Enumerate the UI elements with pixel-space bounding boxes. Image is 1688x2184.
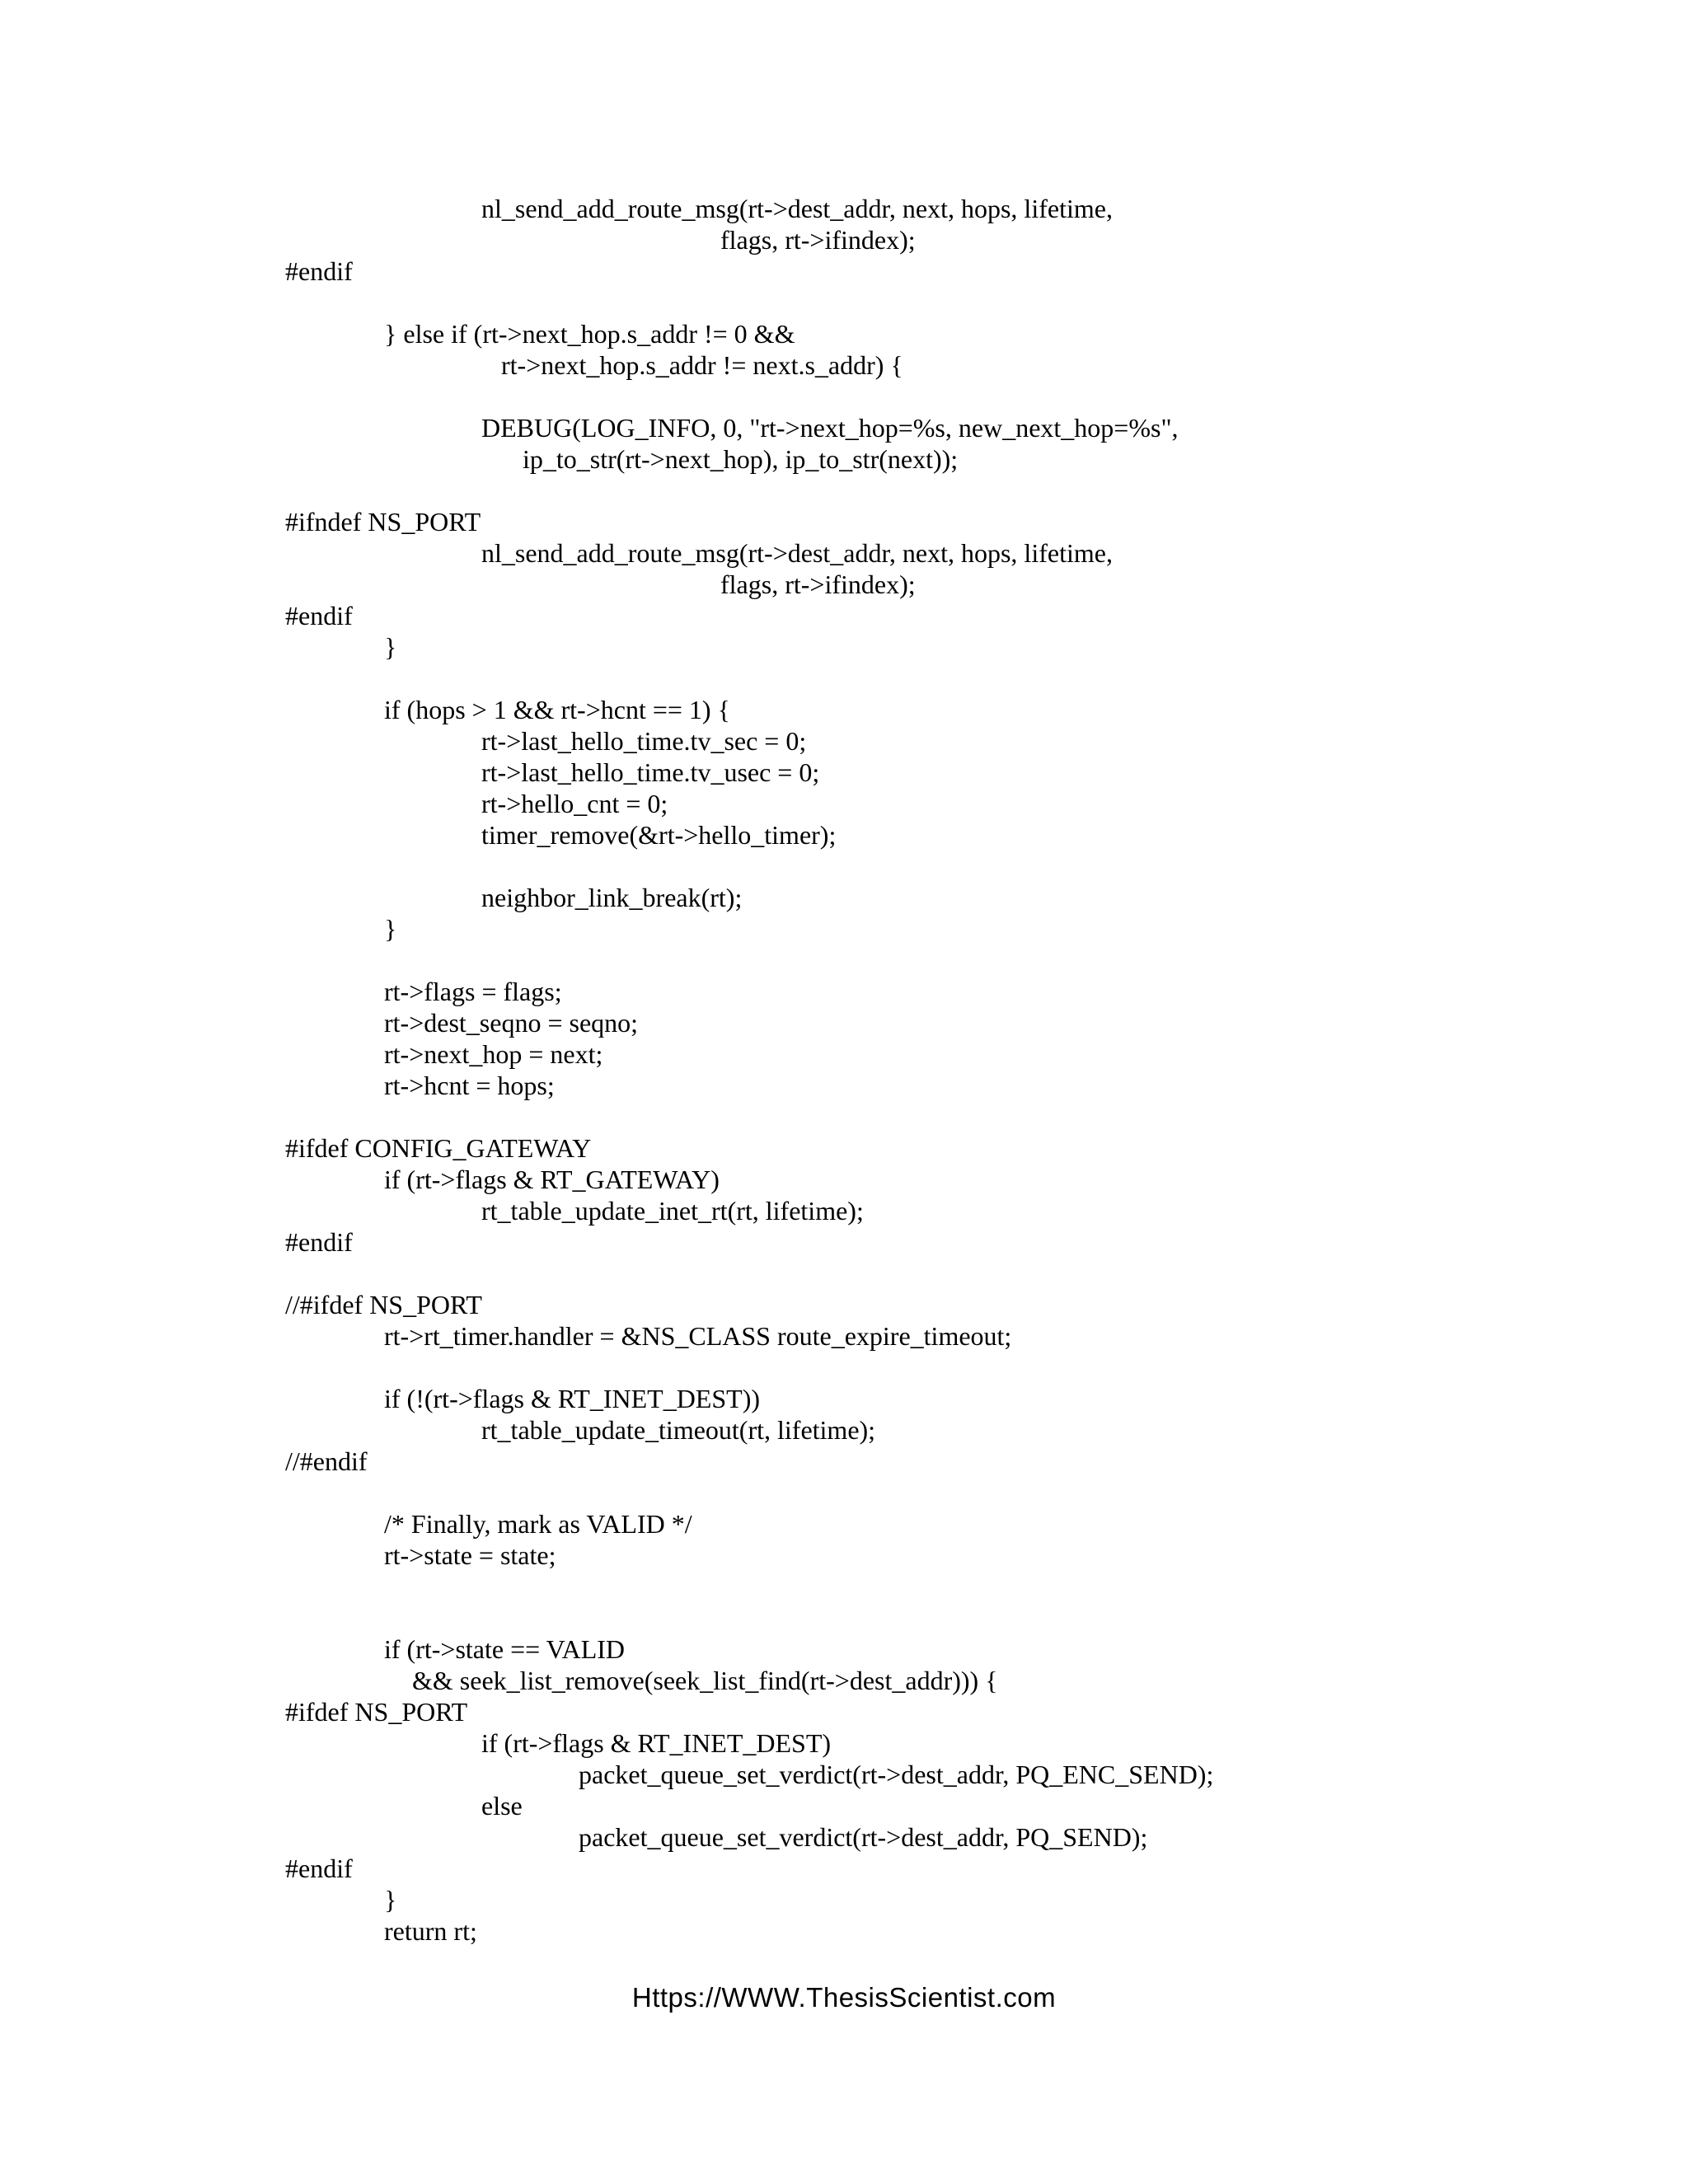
code-line: timer_remove(&rt->hello_timer); [481,820,837,850]
code-line: && seek_list_remove(seek_list_find(rt->dest_addr))) { [412,1666,998,1695]
code-line: if (!(rt->flags & RT_INET_DEST)) [384,1384,760,1413]
code-line: if (rt->flags & RT_GATEWAY) [384,1165,720,1194]
code-line: /* Finally, mark as VALID */ [384,1509,692,1539]
code-line: rt->hello_cnt = 0; [481,789,668,818]
code-line: } [384,632,397,662]
code-line: flags, rt->ifindex); [720,225,916,255]
code-line: if (rt->flags & RT_INET_DEST) [481,1728,832,1758]
code-line: #endif [285,1227,353,1257]
code-line: neighbor_link_break(rt); [481,883,743,912]
code-line: rt->next_hop.s_addr != next.s_addr) { [501,350,903,380]
code-line: rt->dest_seqno = seqno; [384,1008,639,1038]
code-line: } [384,914,397,944]
code-line: //#ifdef NS_PORT [285,1290,482,1319]
code-line: #ifdef NS_PORT [285,1697,468,1727]
code-line: packet_queue_set_verdict(rt->dest_addr, PQ_SEND); [579,1822,1148,1852]
code-line: #endif [285,601,353,630]
code-line: if (hops > 1 && rt->hcnt == 1) { [384,695,730,724]
code-line: return rt; [384,1916,477,1946]
code-line: #endif [285,256,353,286]
code-line: } else if (rt->next_hop.s_addr != 0 && [384,319,795,349]
code-line: nl_send_add_route_msg(rt->dest_addr, next, hops, lifetime, [481,538,1113,568]
code-line: DEBUG(LOG_INFO, 0, "rt->next_hop=%s, new_next_hop=%s", [481,413,1179,443]
code-line: //#endif [285,1446,368,1476]
code-line: nl_send_add_route_msg(rt->dest_addr, next, hops, lifetime, [481,194,1113,223]
code-line: rt->state = state; [384,1540,556,1570]
code-line: rt->rt_timer.handler = &NS_CLASS route_expire_timeout; [384,1321,1012,1351]
code-line: else [481,1791,523,1821]
code-line: rt->next_hop = next; [384,1039,603,1069]
code-line: flags, rt->ifindex); [720,569,916,599]
code-line: rt->last_hello_time.tv_usec = 0; [481,757,820,787]
code-line: #ifdef CONFIG_GATEWAY [285,1133,592,1163]
code-line: #endif [285,1854,353,1883]
code-line: if (rt->state == VALID [384,1634,626,1664]
code-line: rt_table_update_timeout(rt, lifetime); [481,1415,876,1445]
footer-url[interactable]: Https://WWW.ThesisScientist.com [631,1982,1057,2013]
code-line: packet_queue_set_verdict(rt->dest_addr, PQ_ENC_SEND); [579,1760,1214,1789]
code-line: rt_table_update_inet_rt(rt, lifetime); [481,1196,864,1226]
code-line: rt->last_hello_time.tv_sec = 0; [481,726,807,756]
code-line: rt->hcnt = hops; [384,1071,555,1100]
code-line: #ifndef NS_PORT [285,507,481,537]
code-line: rt->flags = flags; [384,977,562,1006]
code-line: ip_to_str(rt->next_hop), ip_to_str(next)); [523,444,959,474]
code-line: } [384,1885,397,1915]
